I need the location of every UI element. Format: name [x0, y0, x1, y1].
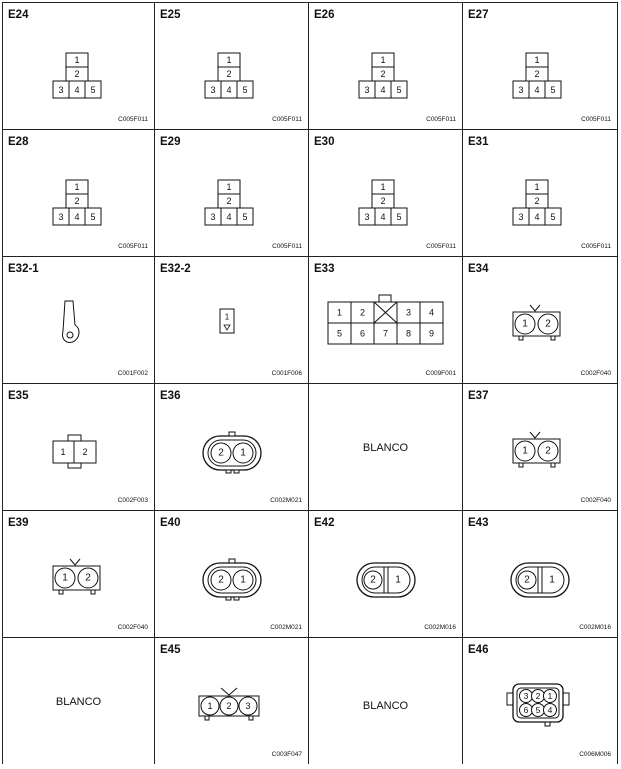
connector-t345: [53, 53, 101, 98]
connector-cell: [463, 257, 617, 384]
connector-id: E32-2: [160, 263, 191, 275]
pin-number: 1: [547, 691, 553, 701]
foot: [226, 470, 231, 473]
connector-drawing: [463, 257, 616, 383]
pin-number: 2: [226, 69, 232, 79]
pin-number: 5: [242, 212, 248, 222]
foot: [226, 597, 231, 600]
part-code: C006M006: [579, 751, 611, 758]
connector-drawing: [155, 384, 308, 510]
pin-number: 3: [245, 701, 251, 711]
connector-9pin: [328, 295, 443, 344]
latch: [68, 435, 81, 441]
connector-id: E34: [468, 263, 489, 275]
part-code: C001F006: [271, 370, 302, 377]
pin-number: 1: [60, 447, 66, 457]
foot: [519, 336, 523, 340]
pin-number: 2: [534, 69, 540, 79]
pin-number: 2: [545, 445, 551, 457]
pin-number: 6: [523, 705, 529, 715]
pin-number: 2: [218, 574, 224, 586]
connector-id: E36: [160, 390, 181, 402]
pin-number: 2: [226, 196, 232, 206]
connector-2pin: [513, 432, 560, 467]
pin-number: 1: [534, 182, 540, 192]
foot: [91, 590, 95, 594]
pin-number: 2: [535, 691, 541, 701]
connector-drawing: [463, 511, 616, 637]
connector-drawing: [155, 511, 308, 637]
connector-drawing: [3, 257, 156, 383]
pin-number: 3: [210, 85, 216, 95]
latch: [221, 688, 237, 695]
connector-t345: [205, 53, 253, 98]
pin-number: 4: [226, 212, 232, 222]
pin-number: 2: [380, 69, 386, 79]
connector-drawing: [3, 130, 156, 256]
pin-number: 3: [58, 85, 64, 95]
connector-drawing: [155, 257, 308, 383]
connector-drawing: [155, 638, 308, 764]
pin-number: 5: [396, 212, 402, 222]
pin-number: 2: [74, 69, 80, 79]
connector-cell: [155, 3, 309, 130]
connector-id: E27: [468, 9, 489, 21]
connector-2pin: [513, 305, 560, 340]
pin-number: 8: [405, 328, 412, 339]
pin-number: 1: [380, 182, 386, 192]
side-tab: [507, 693, 513, 705]
foot: [545, 722, 550, 726]
connector-id: E29: [160, 136, 181, 148]
pin-number: 1: [522, 445, 528, 457]
connector-oval-2pin: [357, 563, 415, 597]
pin-number: 5: [242, 85, 248, 95]
pin-number: 2: [226, 701, 232, 711]
connector-cell: [155, 257, 309, 384]
latch: [530, 305, 540, 311]
part-code: C003F047: [271, 751, 302, 758]
pin-number: 5: [550, 85, 556, 95]
pin-number: 3: [518, 85, 524, 95]
pin-number: 4: [74, 212, 80, 222]
latch: [530, 432, 540, 438]
pin-number: 1: [226, 55, 232, 65]
ring-terminal: [63, 301, 80, 342]
pin-number: 4: [534, 85, 540, 95]
part-code: C009F001: [425, 370, 456, 377]
pin-number: 3: [364, 212, 370, 222]
connector-cell: [309, 130, 463, 257]
connector-cell: [155, 384, 309, 511]
connector-id: E32-1: [8, 263, 39, 275]
pin-number: 7: [382, 328, 389, 339]
connector-id: E31: [468, 136, 489, 148]
connector-cell: [3, 3, 155, 130]
pin-number: 3: [523, 691, 529, 701]
connector-3pin: [199, 688, 259, 720]
pin-number: 1: [207, 701, 213, 711]
part-code: C005F011: [272, 116, 302, 123]
pin-number: 4: [534, 212, 540, 222]
pin-number: 1: [522, 318, 528, 330]
pin-number: 2: [545, 318, 551, 330]
part-code: C002M021: [270, 624, 302, 631]
connector-cell: [463, 638, 617, 764]
part-code: C002F003: [117, 497, 148, 504]
foot: [234, 470, 239, 473]
pin-number: 2: [359, 307, 366, 318]
connector-cell: [309, 511, 463, 638]
pin-number: 1: [74, 55, 80, 65]
part-code: C002F040: [117, 624, 148, 631]
connector-id: E45: [160, 644, 181, 656]
pin-number: 1: [395, 574, 401, 586]
pin-number: 1: [62, 572, 68, 584]
pin-number: 3: [405, 307, 412, 318]
pin-number: 4: [380, 85, 386, 95]
pin-number: 1: [226, 182, 232, 192]
pin-number: 5: [90, 212, 96, 222]
pin-number: 1: [240, 574, 246, 586]
pin-number: 2: [82, 447, 88, 457]
connector-cell: [3, 384, 155, 511]
pin-number: 5: [90, 85, 96, 95]
pin-number: 2: [380, 196, 386, 206]
blank-label: BLANCO: [362, 700, 409, 712]
part-code: C005F011: [272, 243, 302, 250]
connector-drawing: [309, 257, 462, 383]
connector-2pin: [53, 435, 96, 468]
pin-number: 4: [226, 85, 232, 95]
connector-drawing: [3, 511, 156, 637]
connector-id: E37: [468, 390, 489, 402]
connector-id: E39: [8, 517, 29, 529]
connector-oval-2pin: [203, 432, 261, 473]
pin-number: 3: [518, 212, 524, 222]
connector-single: [220, 309, 234, 333]
connector-cell: [309, 3, 463, 130]
pin-number: 1: [336, 307, 343, 318]
part-code: C005F011: [581, 116, 611, 123]
part-code: C005F011: [118, 116, 148, 123]
connector-id: E46: [468, 644, 489, 656]
connector-cell: [3, 257, 155, 384]
connector-id: E25: [160, 9, 181, 21]
connector-cell: [463, 3, 617, 130]
connector-id: E35: [8, 390, 29, 402]
connector-cell: [309, 257, 463, 384]
pin-number: 2: [85, 572, 91, 584]
connector-t345: [513, 53, 561, 98]
connector-cell: [463, 130, 617, 257]
connector-id: E30: [314, 136, 335, 148]
pin-number: 2: [524, 574, 530, 586]
pin-number: 1: [534, 55, 540, 65]
connector-oval-2pin: [511, 563, 569, 597]
foot: [551, 463, 555, 467]
connector-id: E26: [314, 9, 335, 21]
pin-number: 6: [359, 328, 366, 339]
connector-id: E33: [314, 263, 335, 275]
connector-drawing: [155, 3, 308, 129]
pin-number: 5: [336, 328, 343, 339]
foot: [551, 336, 555, 340]
connector-6pin: [507, 684, 569, 726]
pin-number: 2: [74, 196, 80, 206]
connector-drawing: [3, 384, 156, 510]
pin-number: 4: [547, 705, 553, 715]
foot: [68, 463, 81, 468]
connector-id: E24: [8, 9, 29, 21]
connector-drawing: [463, 130, 616, 256]
part-code: C005F011: [118, 243, 148, 250]
latch: [229, 432, 235, 436]
connector-id: E40: [160, 517, 181, 529]
connector-id: E28: [8, 136, 29, 148]
pin-number: 5: [550, 212, 556, 222]
blank-cell: [309, 384, 463, 511]
latch: [70, 559, 80, 565]
pin-number: 3: [210, 212, 216, 222]
part-code: C002M016: [579, 624, 611, 631]
connector-t345: [513, 180, 561, 225]
connector-id: E42: [314, 517, 335, 529]
foot: [519, 463, 523, 467]
side-tab: [563, 693, 569, 705]
pin-number: 5: [535, 705, 541, 715]
connector-cell: [155, 130, 309, 257]
connector-oval-2pin: [203, 559, 261, 600]
part-code: C002F040: [580, 370, 611, 377]
connector-drawing: [463, 3, 616, 129]
connector-cell: [463, 511, 617, 638]
connector-cell: [155, 638, 309, 764]
connector-cell: [3, 130, 155, 257]
pin-number: 1: [240, 447, 246, 459]
pin-number: 1: [380, 55, 386, 65]
latch: [379, 295, 391, 302]
pin-number: 2: [534, 196, 540, 206]
connector-drawing: [463, 384, 616, 510]
foot: [205, 716, 209, 720]
part-code: C002M021: [270, 497, 302, 504]
pin-number: 1: [74, 182, 80, 192]
pin-number: 9: [428, 328, 435, 339]
pin-number: 3: [364, 85, 370, 95]
connector-cell: [3, 511, 155, 638]
connector-drawing: [3, 3, 156, 129]
connector-t345: [359, 53, 407, 98]
pin-number: 5: [396, 85, 402, 95]
connector-cell: [155, 511, 309, 638]
connector-drawing: [463, 638, 616, 764]
blank-label: BLANCO: [362, 442, 409, 454]
pin-number: 1: [549, 574, 555, 586]
pin-number: 3: [58, 212, 64, 222]
blank-cell: [3, 638, 155, 764]
pin-number: 4: [74, 85, 80, 95]
connector-drawing: [309, 3, 462, 129]
foot: [249, 716, 253, 720]
latch: [229, 559, 235, 563]
connector-2pin: [53, 559, 100, 594]
blank-cell: [309, 638, 463, 764]
connector-drawing: [309, 130, 462, 256]
connector-t345: [359, 180, 407, 225]
connector-drawing: [309, 511, 462, 637]
part-code: C001F002: [117, 370, 148, 377]
connector-t345: [53, 180, 101, 225]
part-code: C005F011: [426, 243, 456, 250]
part-code: C002F040: [580, 497, 611, 504]
foot: [234, 597, 239, 600]
pin-number: 2: [370, 574, 376, 586]
pin-number: 1: [224, 312, 230, 322]
ring-hole: [67, 332, 73, 338]
connector-drawing: [155, 130, 308, 256]
foot: [59, 590, 63, 594]
pin-number: 2: [218, 447, 224, 459]
blank-label: BLANCO: [55, 696, 102, 708]
part-code: C005F011: [426, 116, 456, 123]
pin-number: 4: [380, 212, 386, 222]
connector-grid: [2, 2, 618, 764]
part-code: C002M016: [424, 624, 456, 631]
connector-cell: [463, 384, 617, 511]
connector-id: E43: [468, 517, 489, 529]
connector-t345: [205, 180, 253, 225]
part-code: C005F011: [581, 243, 611, 250]
pin-number: 4: [428, 307, 435, 318]
